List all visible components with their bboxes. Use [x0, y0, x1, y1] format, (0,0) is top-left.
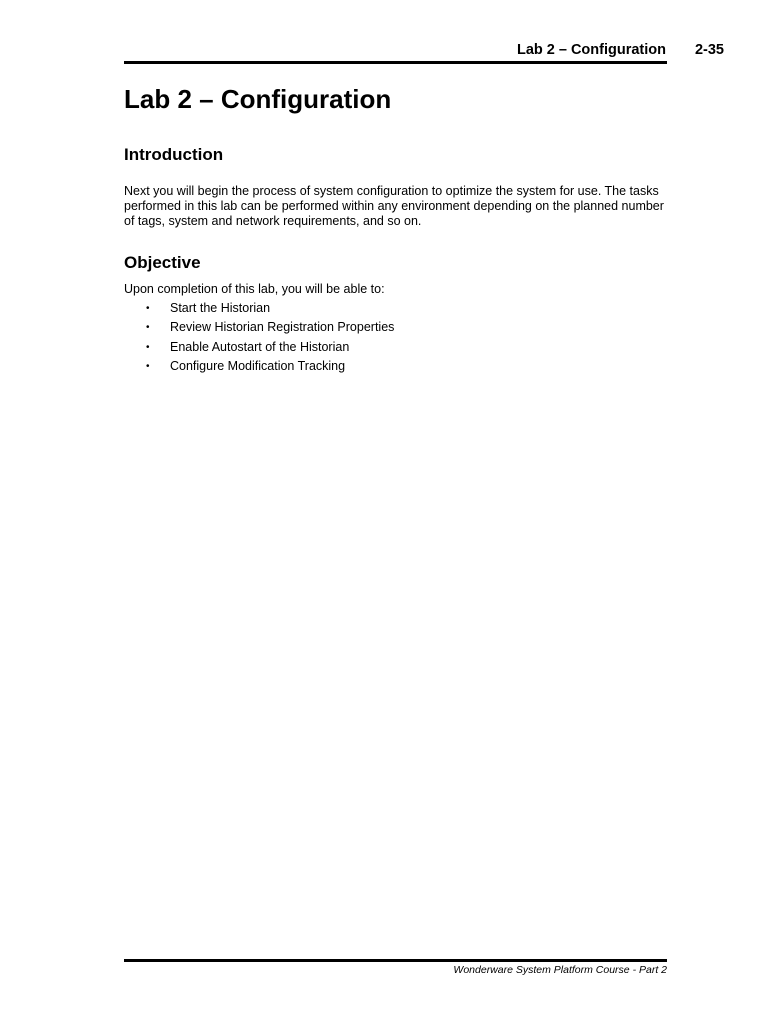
- page-number: 2-35: [694, 42, 724, 58]
- footer-course-title: Wonderware System Platform Course - Part 2: [453, 964, 667, 976]
- header-title: Lab 2 – Configuration: [516, 42, 666, 58]
- page-header: [124, 38, 724, 64]
- list-item-text: Configure Modification Tracking: [170, 359, 346, 374]
- objective-heading: Objective: [124, 253, 201, 272]
- objective-lead-text: Upon completion of this lab, you will be able to:: [124, 282, 385, 296]
- list-item-text: Enable Autostart of the Historian: [170, 339, 350, 354]
- header-rule: [124, 61, 667, 64]
- bullet-icon: •: [146, 341, 150, 353]
- list-item-text: Start the Historian: [170, 301, 271, 315]
- list-item-text: Review Historian Registration Properties: [170, 320, 395, 335]
- bullet-icon: •: [146, 303, 150, 314]
- bullet-icon: •: [146, 322, 150, 334]
- introduction-paragraph: Next you will begin the process of system configuration to optimize the system for use. The tasks performed in this lab can be performed within any environment depending on the planned number of tags, system and network requirements, and so on.: [124, 184, 664, 228]
- lab-title: Lab 2 – Configuration: [124, 84, 392, 114]
- footer-rule: [124, 959, 667, 962]
- bullet-icon: •: [146, 361, 150, 373]
- introduction-heading: Introduction: [124, 145, 224, 164]
